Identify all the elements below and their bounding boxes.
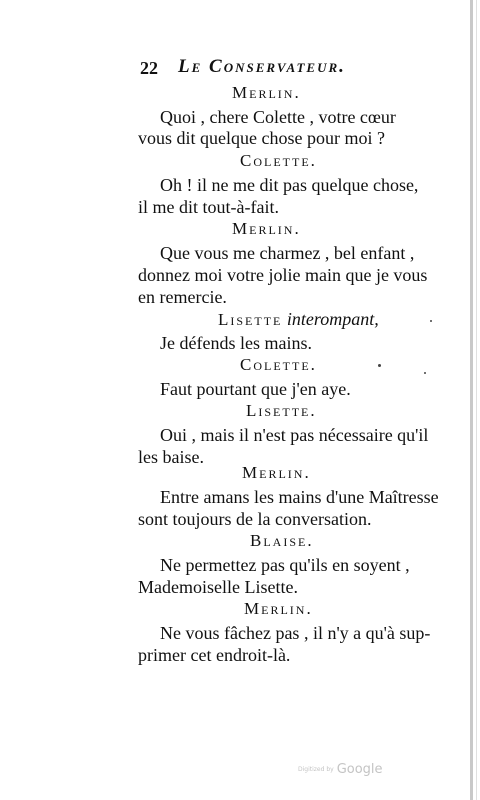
google-logo-text: Google: [336, 762, 383, 777]
ink-speck: [424, 372, 426, 374]
dialogue-line: donnez moi votre jolie main que je vous: [138, 265, 428, 285]
speaker-name: Blaise.: [250, 531, 314, 550]
watermark-prefix: Digitized by: [298, 766, 334, 773]
dialogue-line: Ne permettez pas qu'ils en soyent ,: [160, 555, 410, 575]
speaker-name: Merlin.: [242, 463, 311, 482]
dialogue-line: sont toujours de la conversation.: [138, 509, 372, 529]
dialogue-line: en remercie.: [138, 287, 227, 307]
dialogue-line: primer cet endroit-là.: [138, 645, 291, 665]
page-edge-line: [476, 0, 477, 800]
dialogue-line: il me dit tout-à-fait.: [138, 197, 279, 217]
speaker-name: Colette.: [240, 355, 317, 374]
dialogue-line: Mademoiselle Lisette.: [138, 577, 298, 597]
dialogue-line: Quoi , chere Colette , votre cœur: [160, 107, 396, 127]
speaker-name: Merlin.: [244, 599, 313, 618]
speaker-name: Merlin.: [232, 83, 301, 102]
speaker-name: Lisette: [218, 310, 283, 329]
ink-speck: [378, 364, 381, 367]
dialogue-line: les baise.: [138, 447, 204, 467]
stage-direction: interompant,: [286, 309, 379, 329]
dialogue-line: vous dit quelque chose pour moi ?: [138, 128, 385, 148]
speaker-name: Merlin.: [232, 219, 301, 238]
dialogue-line: Entre amans les mains d'une Maîtresse: [160, 487, 439, 507]
dialogue-line: Faut pourtant que j'en aye.: [160, 379, 351, 399]
dialogue-line: Que vous me charmez , bel enfant ,: [160, 243, 415, 263]
speaker-name: Colette.: [240, 151, 317, 170]
digitized-watermark: [298, 762, 383, 777]
page-edge-shadow: [470, 0, 473, 800]
page-number: 22: [140, 58, 158, 78]
speaker-name: Lisette.: [246, 401, 317, 420]
dialogue-line: Je défends les mains.: [160, 333, 312, 353]
dialogue-line: Oh ! il ne me dit pas quelque chose,: [160, 175, 419, 195]
ink-speck: [430, 320, 432, 322]
running-title: Le Conservateur.: [178, 56, 346, 77]
dialogue-line: Oui , mais il n'est pas nécessaire qu'il: [160, 425, 429, 445]
speaker-with-direction: [218, 308, 379, 331]
dialogue-line: Ne vous fâchez pas , il n'y a qu'à sup-: [160, 623, 431, 643]
